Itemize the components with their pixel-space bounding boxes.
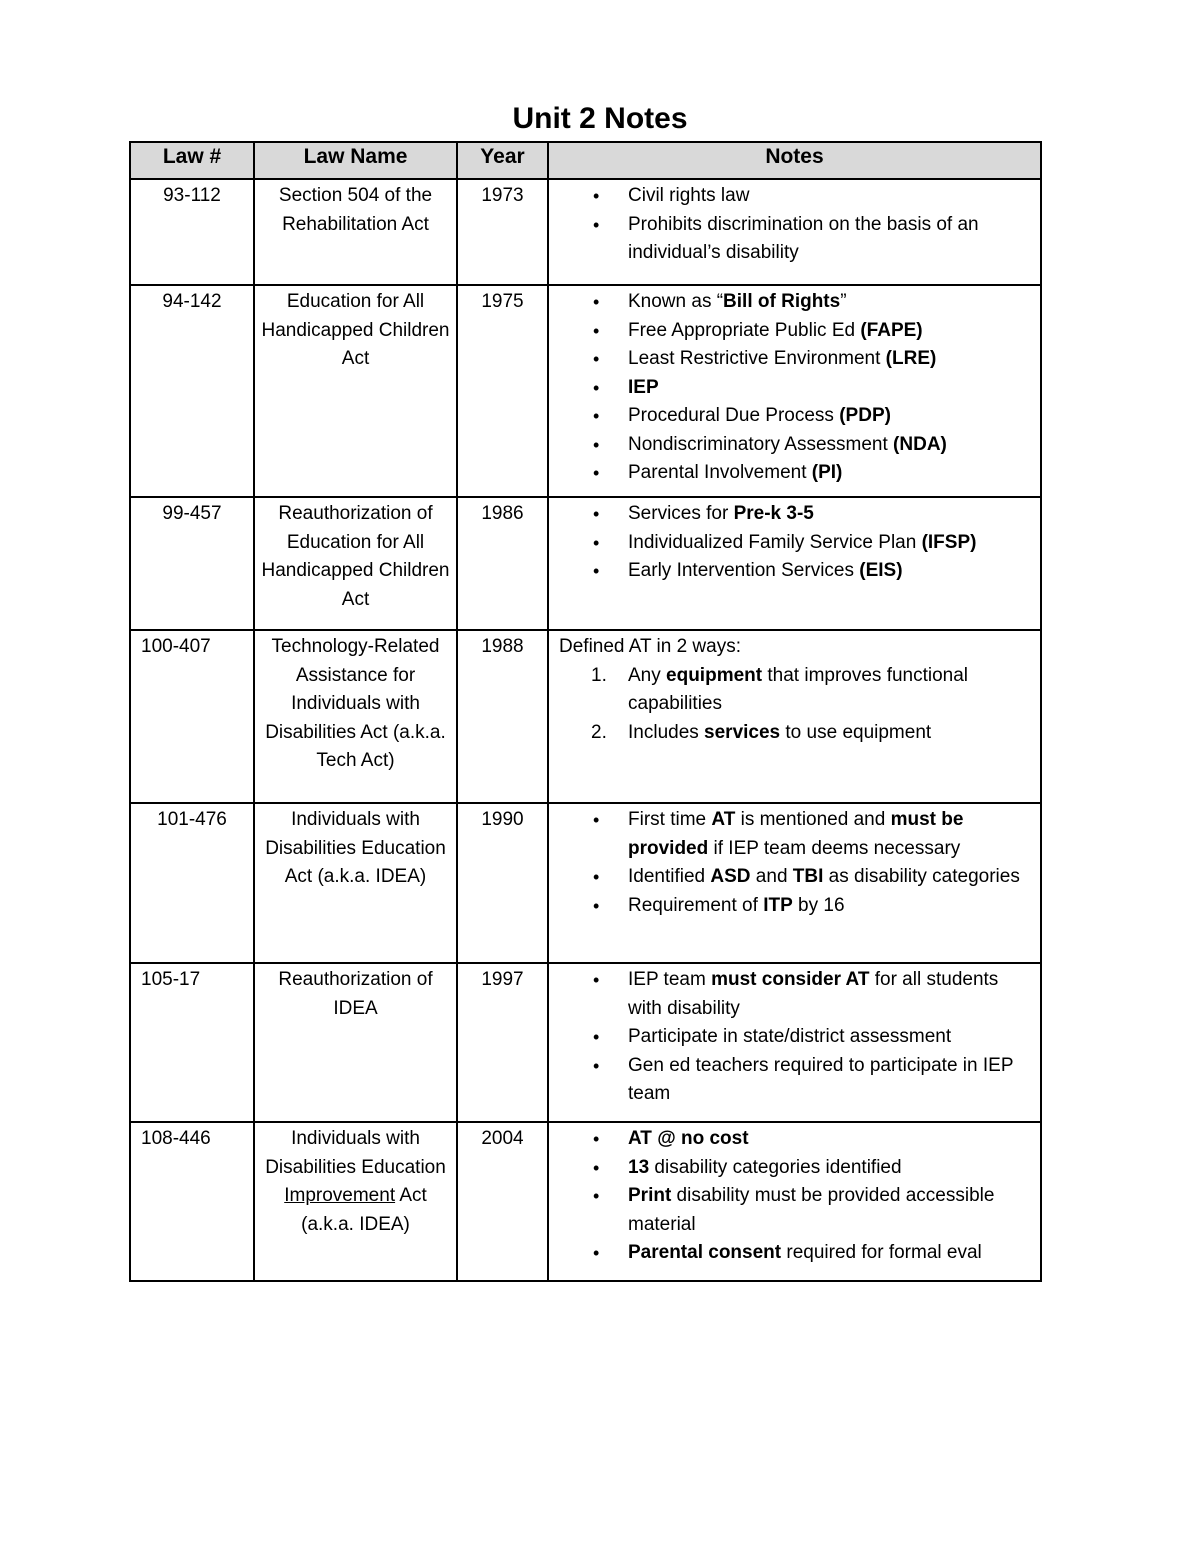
law-notes (548, 497, 1041, 630)
list-item (555, 211, 1034, 268)
law-number: 100-407 (130, 630, 254, 803)
bold-text: AT @ no cost (628, 1128, 749, 1149)
page-title: Unit 2 Notes (512, 102, 688, 135)
law-year: 1988 (457, 630, 548, 803)
note-text: Requirement of (628, 894, 764, 916)
note-text: by 16 (792, 894, 845, 916)
law-year: 2004 (457, 1122, 548, 1281)
law-notes (548, 1122, 1041, 1281)
note-text: Parental Involvement (628, 462, 812, 483)
law-number: 99-457 (130, 497, 254, 630)
bullet-list (555, 500, 1034, 586)
list-item (555, 892, 1034, 921)
numbered-list (555, 662, 1034, 748)
law-number: 105-17 (130, 963, 254, 1122)
law-year: 1990 (457, 803, 548, 963)
note-text: Early Intervention Services (628, 560, 860, 581)
list-item (555, 1023, 1034, 1052)
note-text: and (750, 866, 793, 887)
law-year: 1997 (457, 963, 548, 1122)
note-text: Known as “ (628, 291, 724, 312)
note-text: Improvement (284, 1185, 396, 1206)
bold-text: must consider AT (711, 969, 870, 990)
note-text: for all students with disability (628, 969, 999, 1019)
bold-text: IEP (628, 376, 659, 398)
note-text: Services for (628, 503, 734, 524)
note-text: Least Restrictive Environment (628, 348, 886, 369)
law-name: Education for All Handicapped Children Act (254, 285, 457, 497)
note-text: Procedural Due Process (628, 405, 840, 426)
note-text: Free Appropriate Public Ed (628, 319, 861, 341)
note-text: is mentioned and (735, 809, 891, 830)
bullet-list (555, 806, 1034, 920)
bold-text: services (704, 721, 781, 743)
bullet-list (555, 288, 1034, 488)
law-name: Technology-Related Assistance for Individuals with Disabilities Act (a.k.a. Tech Act) (254, 630, 457, 803)
list-item (555, 719, 1034, 748)
bold-text: Pre-k 3-5 (733, 503, 814, 524)
note-text: disability categories identified (649, 1156, 902, 1178)
header-law-number: Law # (130, 142, 254, 179)
header-year: Year (457, 142, 548, 179)
law-name: Reauthorization of Education for All Handicapped Children Act (254, 497, 457, 630)
list-number: 1. (591, 664, 607, 686)
list-item (555, 288, 1034, 317)
list-number: 2. (591, 721, 607, 743)
list-item (555, 374, 1034, 403)
list-item (555, 662, 1034, 719)
law-number: 108-446 (130, 1122, 254, 1281)
bullet-list (555, 182, 1034, 268)
note-text: Any (628, 664, 667, 686)
bold-text: (FAPE) (860, 319, 923, 341)
list-item (555, 459, 1034, 488)
list-item (555, 431, 1034, 460)
note-text: required for formal eval (781, 1242, 982, 1263)
table-row (130, 963, 1041, 1122)
note-text: that improves functional capabilities (628, 664, 969, 714)
table-row (130, 497, 1041, 630)
bold-text: (PI) (811, 462, 843, 483)
notes-intro: Defined AT in 2 ways: (559, 636, 742, 657)
law-year: 1975 (457, 285, 548, 497)
laws-table (129, 141, 1042, 1282)
list-item (555, 529, 1034, 558)
law-number: 101-476 (130, 803, 254, 963)
list-item (555, 557, 1034, 586)
bold-text: must be provided (628, 809, 964, 859)
note-text: disability must be provided accessible material (628, 1185, 995, 1235)
note-text: Act (a.k.a. IDEA) (301, 1185, 427, 1235)
list-item (555, 345, 1034, 374)
note-text: Civil rights law (628, 185, 750, 206)
list-item (555, 1154, 1034, 1183)
bold-text: (EIS) (859, 560, 903, 581)
note-text: Prohibits discrimination on the basis of an individual’s disability (628, 213, 979, 263)
law-notes (548, 803, 1041, 963)
list-item (555, 966, 1034, 1023)
bold-text: 13 (628, 1156, 650, 1178)
bold-text: (IFSP) (921, 531, 977, 553)
law-notes (548, 285, 1041, 497)
note-text: to use equipment (780, 721, 932, 743)
table-row (130, 1122, 1041, 1281)
law-year: 1986 (457, 497, 548, 630)
law-notes (548, 963, 1041, 1122)
bullet-list (555, 966, 1034, 1109)
note-text: Nondiscriminatory Assessment (628, 433, 894, 455)
table-row (130, 803, 1041, 963)
note-text: Gen ed teachers required to participate in IEP team (628, 1054, 1014, 1104)
law-notes (548, 630, 1041, 803)
note-text: Includes (628, 721, 705, 743)
list-item (555, 1052, 1034, 1109)
note-text: Individuals with Disabilities Education (265, 1128, 446, 1178)
list-item (555, 500, 1034, 529)
list-item (555, 863, 1034, 892)
list-item (555, 1182, 1034, 1239)
table-row (130, 630, 1041, 803)
law-number: 93-112 (130, 179, 254, 285)
bold-text: AT (711, 809, 736, 830)
note-text: Participate in state/district assessment (628, 1026, 952, 1047)
bold-text: TBI (792, 866, 824, 887)
list-item (555, 402, 1034, 431)
law-name (254, 1122, 457, 1281)
bold-text: Bill of Rights (723, 291, 841, 312)
header-notes: Notes (548, 142, 1041, 179)
note-text: ” (840, 291, 847, 312)
law-name: Reauthorization of IDEA (254, 963, 457, 1122)
table-header-row (130, 142, 1041, 179)
note-text: First time (628, 809, 712, 830)
list-item (555, 806, 1034, 863)
bold-text: ITP (763, 894, 793, 916)
law-year: 1973 (457, 179, 548, 285)
note-text: IEP team (628, 969, 712, 990)
list-item (555, 1239, 1034, 1268)
list-item (555, 317, 1034, 346)
bullet-list (555, 1125, 1034, 1268)
bold-text: (LRE) (885, 348, 937, 369)
note-text: Identified (628, 866, 711, 887)
bold-text: (PDP) (839, 405, 891, 426)
law-notes (548, 179, 1041, 285)
note-text: if IEP team deems necessary (708, 837, 961, 859)
bold-text: ASD (710, 866, 751, 887)
law-name: Individuals with Disabilities Education Act (a.k.a. IDEA) (254, 803, 457, 963)
note-text: Individualized Family Service Plan (628, 531, 922, 553)
table-row (130, 285, 1041, 497)
table-row (130, 179, 1041, 285)
bold-text: (NDA) (893, 433, 947, 455)
law-name: Section 504 of the Rehabilitation Act (254, 179, 457, 285)
list-item (555, 182, 1034, 211)
bold-text: Parental consent (628, 1242, 782, 1263)
bold-text: Print (628, 1185, 672, 1206)
list-item (555, 1125, 1034, 1154)
bold-text: equipment (666, 664, 763, 686)
law-number: 94-142 (130, 285, 254, 497)
header-law-name: Law Name (254, 142, 457, 179)
note-text: as disability categories (823, 866, 1020, 887)
